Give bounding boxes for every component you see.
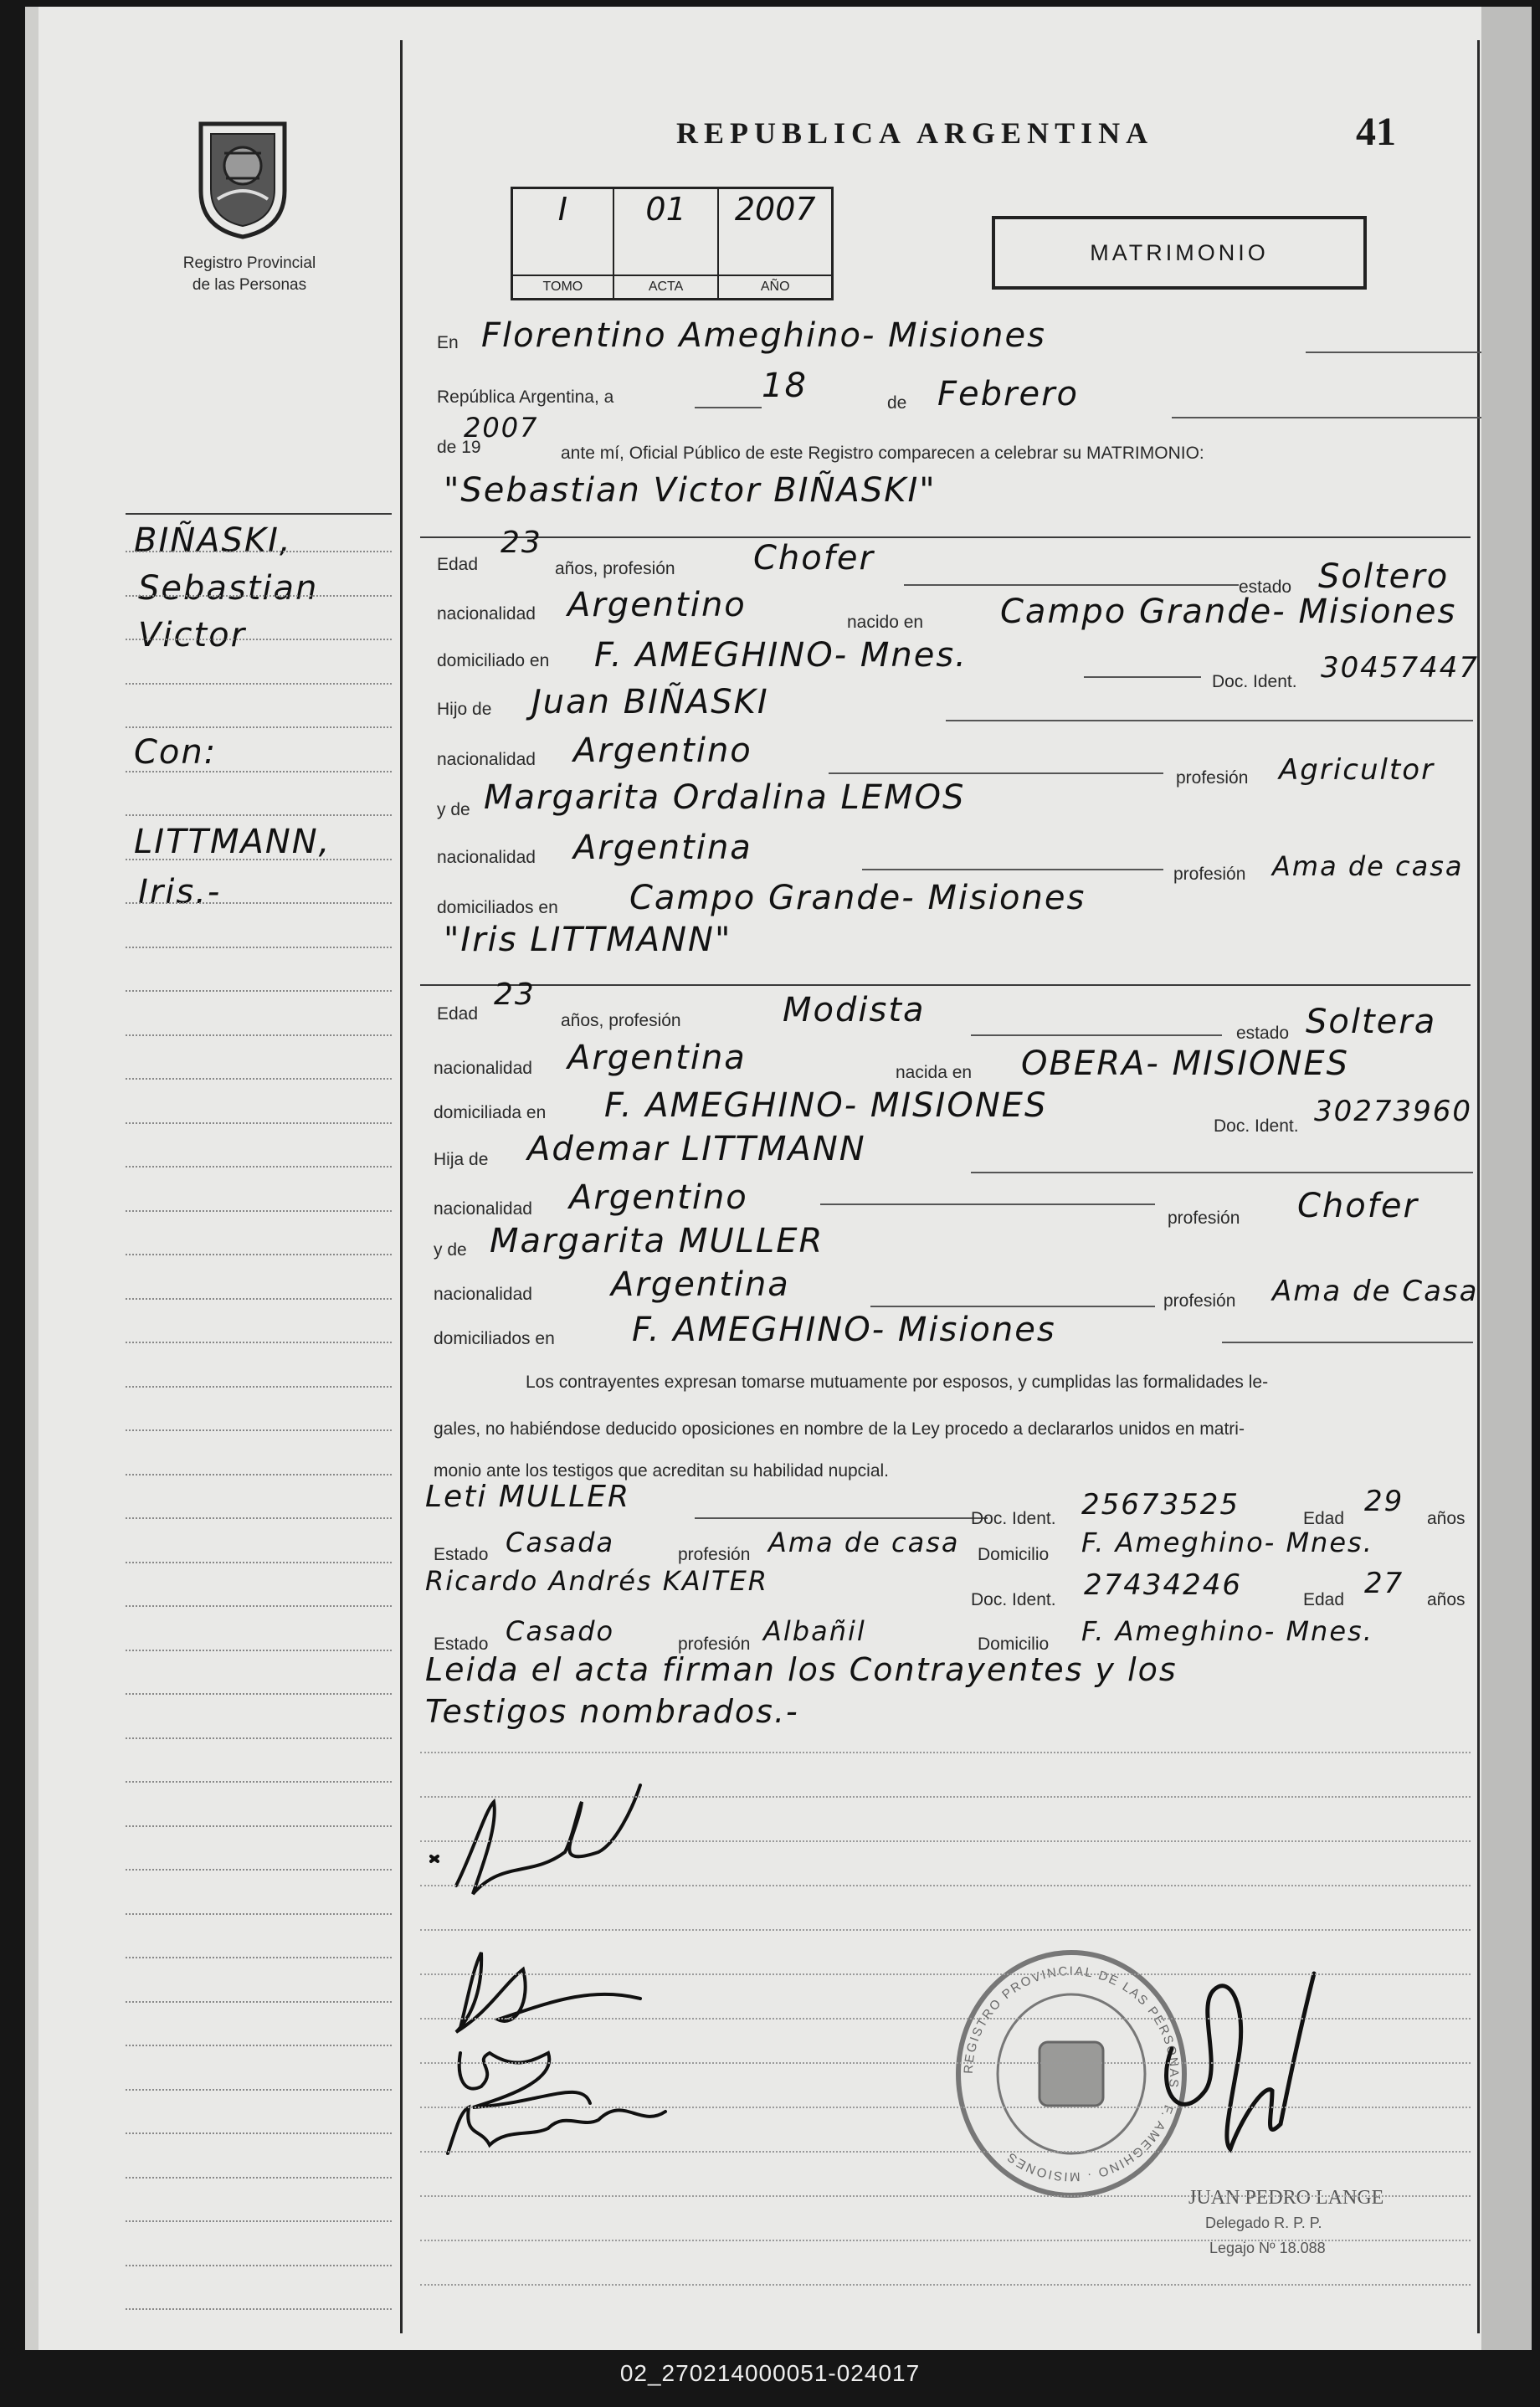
bride-father-prof-label: profesión (1168, 1209, 1240, 1228)
bride-nationality: Argentina (567, 1039, 747, 1077)
acta-label: ACTA (614, 275, 718, 298)
groom-father-profession: Agricultor (1279, 753, 1435, 787)
fill-line (695, 1517, 988, 1519)
bride-father-profession: Chofer (1297, 1187, 1419, 1225)
ano-cell (719, 189, 831, 298)
footer-code: 02_270214000051-024017 (619, 2360, 921, 2386)
official-legajo: Legajo Nº 18.088 (1209, 2240, 1326, 2256)
groom-address-label: domiciliado en (437, 651, 550, 670)
bride-estado-label: estado (1236, 1024, 1290, 1043)
groom-doc-label: Doc. Ident. (1212, 672, 1297, 691)
margin-dotted-line (126, 1913, 392, 1915)
bride-father: Ademar LITTMANN (527, 1130, 866, 1168)
ruled-line (420, 2107, 1471, 2108)
margin-rule (400, 40, 403, 2333)
witness2-domicilio-label: Domicilio (978, 1635, 1050, 1654)
margin-dotted-line (126, 2308, 392, 2310)
bride-age: 23 (494, 978, 536, 1012)
bride-hija-label: Hija de (434, 1150, 489, 1169)
closing-line-1: Leida el acta firman los Contrayentes y los (425, 1651, 1178, 1688)
page-title: REPUBLICA ARGENTINA (676, 116, 1154, 150)
bride-address: F. AMEGHINO- MISIONES (604, 1086, 1048, 1125)
ruled-line (420, 2062, 1471, 2064)
margin-dotted-line (126, 595, 392, 597)
ruled-line (420, 1973, 1471, 1975)
margin-dotted-line (126, 771, 392, 772)
bride-father-nat-label: nacionalidad (434, 1199, 532, 1219)
groom-father: Juan BIÑASKI (531, 683, 769, 721)
witness1-anos-label: años (1427, 1509, 1466, 1528)
groom-edad-label: Edad (437, 555, 479, 574)
margin-dotted-line (126, 1957, 392, 1958)
bride-nat-label: nacionalidad (434, 1059, 532, 1078)
witness2-anos-label: años (1427, 1590, 1466, 1609)
register-box (511, 187, 834, 300)
ruled-line (420, 2240, 1471, 2241)
groom-mother-label: y de (437, 800, 470, 819)
fill-line (1306, 352, 1481, 353)
margin-dotted-line (126, 859, 392, 860)
margin-dotted-line (126, 1517, 392, 1519)
margin-dotted-line (126, 1650, 392, 1651)
bride-parents-addr-label: domiciliados en (434, 1329, 555, 1348)
bride-profession: Modista (783, 991, 926, 1029)
groom-age: 23 (501, 526, 542, 560)
bride-mother: Margarita MULLER (490, 1222, 824, 1260)
groom-parents-address: Campo Grande- Misiones (629, 879, 1086, 917)
ruled-line (420, 1796, 1471, 1798)
right-rule (1477, 40, 1480, 2333)
groom-father-nat-label: nacionalidad (437, 750, 536, 769)
witness1-doc-number: 25673525 (1081, 1488, 1240, 1522)
margin-dotted-line (126, 2177, 392, 2179)
margin-dotted-line (126, 1737, 392, 1739)
groom-profession: Chofer (753, 539, 875, 577)
official-signature (1147, 1957, 1373, 2174)
groom-nationality: Argentino (567, 586, 747, 624)
bride-birthplace: OBERA- MISIONES (1021, 1044, 1350, 1083)
en-label: En (437, 333, 459, 352)
bride-parents-address: F. AMEGHINO- Misiones (632, 1311, 1056, 1349)
month-value: Febrero (937, 375, 1079, 413)
act-type-box: MATRIMONIO (992, 216, 1367, 290)
intro-statement: ante mí, Oficial Público de este Registro comparecen a celebrar su MATRIMONIO: (561, 444, 1204, 463)
groom-estado-label: estado (1239, 577, 1292, 597)
bride-doc-number: 30273960 (1314, 1095, 1473, 1128)
bride-mother-prof-label: profesión (1163, 1291, 1236, 1311)
bride-profession-label: años, profesión (561, 1011, 681, 1030)
margin-dotted-line (126, 1869, 392, 1871)
margin-dotted-line (126, 902, 392, 904)
bride-civil-status: Soltera (1306, 1003, 1437, 1041)
fill-line (870, 1306, 1155, 1307)
witness2-age: 27 (1364, 1567, 1404, 1600)
margin-note-middle-name: Victor (138, 616, 247, 654)
ruled-line (420, 1929, 1471, 1931)
margin-dotted-line (126, 726, 392, 728)
groom-mother-nat-label: nacionalidad (437, 848, 536, 867)
bride-signature (456, 1953, 640, 2032)
day-value: 18 (762, 367, 808, 405)
bride-address-label: domiciliada en (434, 1103, 547, 1122)
groom-mother-profession: Ama de casa (1272, 850, 1464, 882)
witness2-civil-status: Casado (506, 1615, 615, 1647)
year-value: 2007 (464, 412, 539, 444)
witness1-name: Leti MULLER (425, 1480, 631, 1514)
margin-dotted-line (126, 1781, 392, 1783)
margin-dotted-line (126, 2265, 392, 2266)
witness2-doc-label: Doc. Ident. (971, 1590, 1056, 1609)
declaration-line-1: Los contrayentes expresan tomarse mutuamente por esposos, y cumplidas las formalidades le- (526, 1373, 1269, 1392)
bride-mother-label: y de (434, 1240, 467, 1260)
ruled-line (420, 1840, 1471, 1842)
margin-dotted-line (126, 1825, 392, 1827)
witness2-address: F. Ameghino- Mnes. (1081, 1615, 1373, 1647)
witness1-domicilio-label: Domicilio (978, 1545, 1050, 1564)
page-shadow (1481, 7, 1532, 2350)
ruled-line (420, 2018, 1471, 2020)
margin-dotted-line (126, 1034, 392, 1036)
witness1-signature (459, 2053, 590, 2107)
fill-line (971, 1034, 1222, 1036)
groom-parents-addr-label: domiciliados en (437, 898, 558, 917)
margin-dotted-line (126, 2089, 392, 2091)
fill-line (829, 772, 1163, 774)
margin-dotted-line (126, 639, 392, 640)
witness2-edad-label: Edad (1303, 1590, 1345, 1609)
closing-line-2: Testigos nombrados.- (425, 1693, 799, 1730)
witness1-estado-label: Estado (434, 1545, 489, 1564)
ano-value: 2007 (734, 191, 816, 228)
margin-dotted-line (126, 1122, 392, 1124)
witness2-signature (448, 2107, 665, 2153)
margin-dotted-line (126, 1342, 392, 1343)
provincial-seal-icon (192, 115, 293, 241)
groom-profession-label: años, profesión (555, 559, 675, 578)
witness2-profession: Albañil (763, 1615, 866, 1647)
margin-dotted-line (126, 1210, 392, 1212)
ruled-line (420, 2195, 1471, 2197)
fill-line (862, 869, 1163, 870)
bride-mother-nationality: Argentina (611, 1265, 790, 1304)
bride-edad-label: Edad (437, 1004, 479, 1024)
witness1-address: F. Ameghino- Mnes. (1081, 1527, 1373, 1558)
bride-born-label: nacida en (896, 1063, 973, 1082)
margin-dotted-line (126, 1429, 392, 1431)
groom-signature (456, 1785, 640, 1894)
fill-line (904, 584, 1239, 586)
witness2-prof-label: profesión (678, 1635, 751, 1654)
ruled-line (420, 1885, 1471, 1886)
stamp-text: REGISTRO PROVINCIAL DE LAS PERSONAS · F. AMEGHINO · MISIONES (961, 1963, 1182, 2184)
fill-line (1172, 417, 1481, 418)
declaration-line-3: monio ante los testigos que acreditan su habilidad nupcial. (434, 1461, 890, 1481)
margin-dotted-line (126, 1078, 392, 1080)
ruled-line (420, 2284, 1471, 2286)
acta-cell (614, 189, 720, 298)
de-label: de (887, 393, 907, 413)
margin-dotted-line (126, 1474, 392, 1476)
fill-line (1222, 1342, 1473, 1343)
official-name: JUAN PEDRO LANGE (1188, 2187, 1384, 2209)
margin-dotted-line (126, 683, 392, 685)
document-sheet (25, 7, 1532, 2350)
margin-dotted-line (126, 990, 392, 992)
bride-mother-nat-label: nacionalidad (434, 1285, 532, 1304)
groom-nat-label: nacionalidad (437, 604, 536, 624)
groom-birthplace: Campo Grande- Misiones (1000, 593, 1457, 631)
margin-note-bride-name: Iris.- (138, 873, 222, 911)
margin-dotted-line (126, 2132, 392, 2134)
page-edge (25, 7, 38, 2350)
witness1-age: 29 (1364, 1485, 1404, 1518)
fill-line (1084, 676, 1201, 678)
declaration-line-2: gales, no habiéndose deducido oposiciones en nombre de la Ley procedo a declararlos unidos en matri- (434, 1419, 1245, 1439)
groom-mother-prof-label: profesión (1173, 865, 1246, 884)
witness2-estado-label: Estado (434, 1635, 489, 1654)
groom-mother-nationality: Argentina (573, 829, 752, 867)
margin-dotted-line (126, 1605, 392, 1607)
witness1-edad-label: Edad (1303, 1509, 1345, 1528)
margin-dotted-line (126, 2045, 392, 2046)
tomo-label: TOMO (513, 275, 613, 298)
tomo-cell (513, 189, 614, 298)
witness1-civil-status: Casada (506, 1527, 615, 1558)
witness2-name: Ricardo Andrés KAITER (425, 1565, 769, 1597)
groom-mother: Margarita Ordalina LEMOS (484, 778, 966, 817)
section-divider (420, 984, 1471, 986)
signatures-group (423, 1777, 774, 2162)
fill-line (820, 1204, 1155, 1205)
republica-label: República Argentina, a (437, 387, 614, 407)
groom-civil-status: Soltero (1318, 557, 1450, 596)
margin-dotted-line (126, 1166, 392, 1168)
groom-address: F. AMEGHINO- Mnes. (594, 636, 968, 675)
margin-dotted-line (126, 1298, 392, 1300)
ruled-line (420, 1752, 1471, 1753)
bride-doc-label: Doc. Ident. (1214, 1116, 1299, 1136)
bride-father-nationality: Argentino (569, 1178, 748, 1217)
margin-dotted-line (126, 1562, 392, 1563)
official-title: Delegado R. P. P. (1205, 2215, 1322, 2231)
margin-note-con: Con: (134, 733, 218, 772)
groom-hijo-label: Hijo de (437, 700, 492, 719)
page-number: 41 (1356, 110, 1396, 154)
groom-full-name: "Sebastian Victor BIÑASKI" (444, 471, 937, 510)
groom-born-label: nacido en (847, 613, 924, 632)
witness2-doc-number: 27434246 (1084, 1568, 1243, 1602)
fill-line (971, 1172, 1473, 1173)
witness1-profession: Ama de casa (768, 1527, 960, 1558)
margin-dotted-line (126, 1386, 392, 1388)
margin-dotted-line (126, 814, 392, 816)
margin-top-rule (126, 513, 392, 515)
margin-dotted-line (126, 2001, 392, 2003)
margin-note-first-name: Sebastian (138, 569, 319, 608)
section-divider (420, 536, 1471, 538)
fill-line (695, 407, 762, 408)
place-value: Florentino Ameghino- Misiones (481, 316, 1046, 355)
margin-dotted-line (126, 551, 392, 552)
ruled-line (420, 2151, 1471, 2153)
bride-mother-profession: Ama de Casa (1272, 1275, 1479, 1308)
margin-note-surname: BIÑASKI, (134, 521, 292, 560)
margin-dotted-line (126, 1693, 392, 1695)
margin-note-bride-surname: LITTMANN, (134, 823, 331, 861)
witness1-doc-label: Doc. Ident. (971, 1509, 1056, 1528)
year-prefix-label: de 19 (437, 438, 481, 457)
registry-line-1: Registro Provincial (182, 254, 316, 272)
margin-dotted-line (126, 947, 392, 948)
margin-dotted-line (126, 1254, 392, 1255)
registry-line-2: de las Personas (192, 276, 307, 294)
witness1-prof-label: profesión (678, 1545, 751, 1564)
groom-father-nationality: Argentino (573, 731, 752, 770)
ano-label: AÑO (719, 275, 831, 298)
groom-doc-number: 30457447 (1321, 651, 1480, 685)
groom-father-prof-label: profesión (1176, 768, 1249, 788)
acta-value: 01 (645, 191, 686, 228)
fill-line (946, 720, 1473, 721)
margin-dotted-line (126, 2220, 392, 2222)
tomo-value: I (557, 191, 567, 228)
bride-full-name: "Iris LITTMANN" (444, 921, 732, 959)
